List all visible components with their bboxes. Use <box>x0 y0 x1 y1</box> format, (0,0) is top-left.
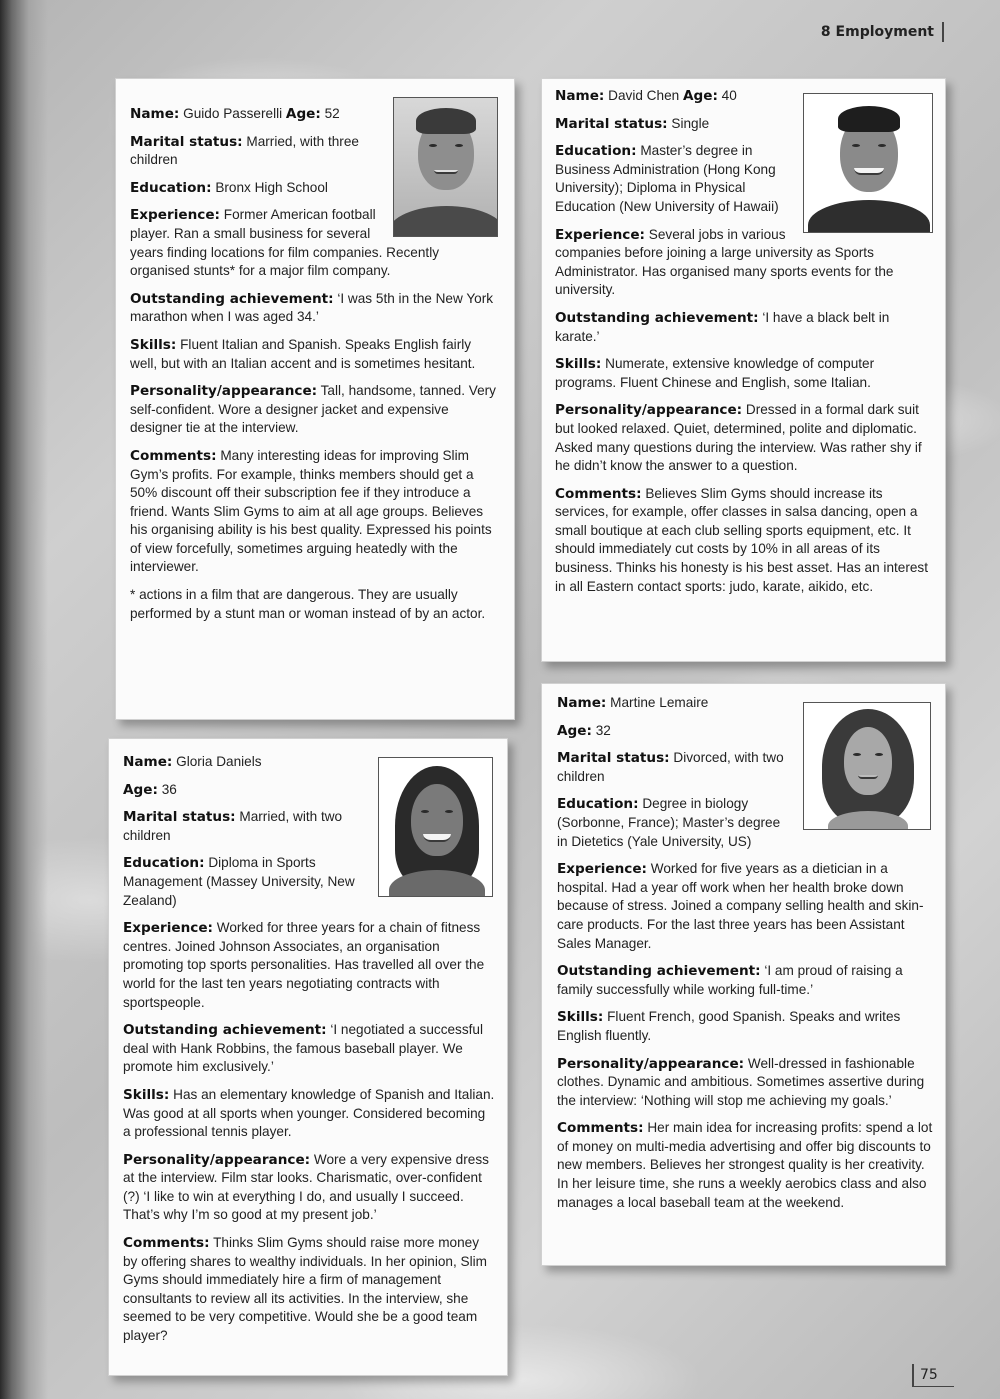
field-name: Name: Gloria Daniels <box>123 754 262 770</box>
field-education: Education: Degree in biology (Sorbonne, France); Master’s degree in Dietetics (Yale University, US) <box>557 796 781 849</box>
field-personality: Personality/appearance: Dressed in a formal dark suit but looked relaxed. Quiet, determined, polite and diplomatic. Asked many questions during the interview. Was rather shy if he didn’t know the answer to a question. <box>555 402 922 474</box>
photo-mouth <box>854 168 884 175</box>
field-comments: Comments: Many interesting ideas for improving Slim Gym’s profits. For example, thinks members should get a 50% discount off their subscription fee if they introduce a friend. Wants Slim Gyms to aim at all age groups. Believes his organising ability is his best quality. Expressed his points of view forcefully, sometimes arguing heatedly with the interviewer. <box>130 447 492 575</box>
photo-eye <box>878 144 886 147</box>
candidate-photo <box>378 757 493 897</box>
photo-mouth <box>858 775 878 779</box>
field-education: Education: Diploma in Sports Management (Massey University, New Zealand) <box>123 855 355 908</box>
photo-hair <box>416 108 476 134</box>
field-comments: Comments: Believes Slim Gyms should increase its services, for example, offer classes in salsa dancing, open a small boutique at each club selling sports equipment, etc. It should immediately cut costs by 10% in all areas of its business. Thinks his honesty is his best asset. Has an interest in all Eastern contact sports: judo, karate, aikido, etc. <box>555 485 929 594</box>
field-name: Name: Martine Lemaire <box>557 695 709 711</box>
photo-head <box>844 727 892 795</box>
field-skills: Skills: Fluent Italian and Spanish. Speaks English fairly well, but with an Italian accent and is sometimes hesitant. <box>130 336 476 371</box>
field-comments: Comments: Thinks Slim Gyms should raise more money by offering shares to wealthy individuals. In her opinion, Slim Gyms should immediately hire a firm of management consultants to review all its activities. In the interview, she seemed to be very competitive. Would she be a good team player? <box>123 1235 487 1344</box>
candidate-photo <box>393 97 498 237</box>
candidate-photo <box>803 702 931 830</box>
field-skills: Skills: Has an elementary knowledge of Spanish and Italian. Was good at all sports when younger. Considered becoming a professional tennis player. <box>123 1086 495 1140</box>
photo-mouth <box>423 834 451 842</box>
candidate-card-david <box>541 78 946 662</box>
field-experience: Experience: Worked for five years as a dietician in a hospital. Had a year off work when her health broke down because of stress. Joined a company selling health and skin-care products. For the last three years has been Assistant Sales Manager. <box>557 861 924 951</box>
field-education: Education: Bronx High School <box>130 179 328 196</box>
field-experience: Experience: Several jobs in various companies before joining a large university as Sports Administrator. Has organised many sports events for the university. <box>555 226 894 298</box>
photo-eye <box>421 810 429 813</box>
photo-shoulders <box>808 200 930 233</box>
photo-hair <box>838 106 900 132</box>
field-experience: Experience: Worked for three years for a chain of fitness centres. Joined Johnson Associates, an organisation promoting top sports personalities. Has travelled all over the world for the last ten years negotiating contracts with sportspeople. <box>123 920 485 1010</box>
field-name: Name: David Chen Age: 40 <box>555 88 737 104</box>
chapter-header: 8 Employment <box>821 22 944 42</box>
field-age: Age: 32 <box>557 722 611 739</box>
field-outstanding-achievement: Outstanding achievement: ‘I have a black belt in karate.’ <box>555 309 890 344</box>
photo-eye <box>429 144 437 147</box>
field-name: Name: Guido Passerelli Age: 52 <box>130 106 340 122</box>
book-spine-shadow <box>0 0 48 1399</box>
field-personality: Personality/appearance: Tall, handsome, tanned. Very self-confident. Wore a designer jacket and expensive designer tie at the interview. <box>130 383 496 436</box>
field-marital-status: Marital status: Married, with two children <box>123 809 343 843</box>
page-number: 75 <box>912 1364 954 1387</box>
field-marital-status: Marital status: Single <box>555 115 710 132</box>
field-marital-status: Marital status: Married, with three children <box>130 133 359 168</box>
photo-eye <box>875 753 883 756</box>
field-personality: Personality/appearance: Wore a very expensive dress at the interview. Film star looks. Charismatic, over-confident (?) ‘I like to win at everything I do, and usually I succeed. That’s why I’m so good at my present job.’ <box>123 1151 489 1223</box>
photo-shoulders <box>393 206 498 237</box>
candidate-card-guido <box>115 78 515 720</box>
field-age: Age: 36 <box>123 781 177 798</box>
photo-mouth <box>434 170 458 174</box>
photo-eye <box>853 753 861 756</box>
candidate-card-martine <box>541 683 946 1266</box>
photo-eye <box>445 810 453 813</box>
candidate-photo <box>803 93 933 233</box>
field-skills: Skills: Fluent French, good Spanish. Speaks and writes English fluently. <box>557 1009 901 1043</box>
photo-head <box>411 784 463 856</box>
photo-eye <box>852 144 860 147</box>
field-education: Education: Master’s degree in Business Administration (Hong Kong University); Diploma in Physical Education (New University of Hawaii) <box>555 143 779 214</box>
field-outstanding-achievement: Outstanding achievement: ‘I am proud of raising a family successfully while working full-time.’ <box>557 963 903 997</box>
candidate-card-gloria <box>108 738 508 1376</box>
field-outstanding-achievement: Outstanding achievement: ‘I negotiated a successful deal with Hank Robbins, the famous baseball player. We promote him exclusively.’ <box>123 1022 484 1075</box>
field-outstanding-achievement: Outstanding achievement: ‘I was 5th in the New York marathon when I was aged 34.’ <box>130 290 494 325</box>
field-comments: Comments: Her main idea for increasing profits: spend a lot of money on multi-media advertising and offer big discounts to new members. Believes her strongest quality is her creativity. In her leisure time, she runs a weekly aerobics class and also manages a local baseball team at the weekend. <box>557 1120 933 1210</box>
field-marital-status: Marital status: Divorced, with two children <box>557 750 784 784</box>
field-personality: Personality/appearance: Well-dressed in fashionable clothes. Dynamic and ambitious. Sometimes assertive during the interview: ‘Nothing will stop me achieving my goals.’ <box>557 1055 925 1108</box>
field-experience: Experience: Former American football player. Ran a small business for several years finding locations for film companies. Recently organised stunts* for a major film company. <box>130 207 440 279</box>
field-skills: Skills: Numerate, extensive knowledge of computer programs. Fluent Chinese and English, some Italian. <box>555 356 875 390</box>
footnote: * actions in a film that are dangerous. They are usually performed by a stunt man or woman instead of by an actor. <box>130 587 486 621</box>
photo-eye <box>455 144 463 147</box>
